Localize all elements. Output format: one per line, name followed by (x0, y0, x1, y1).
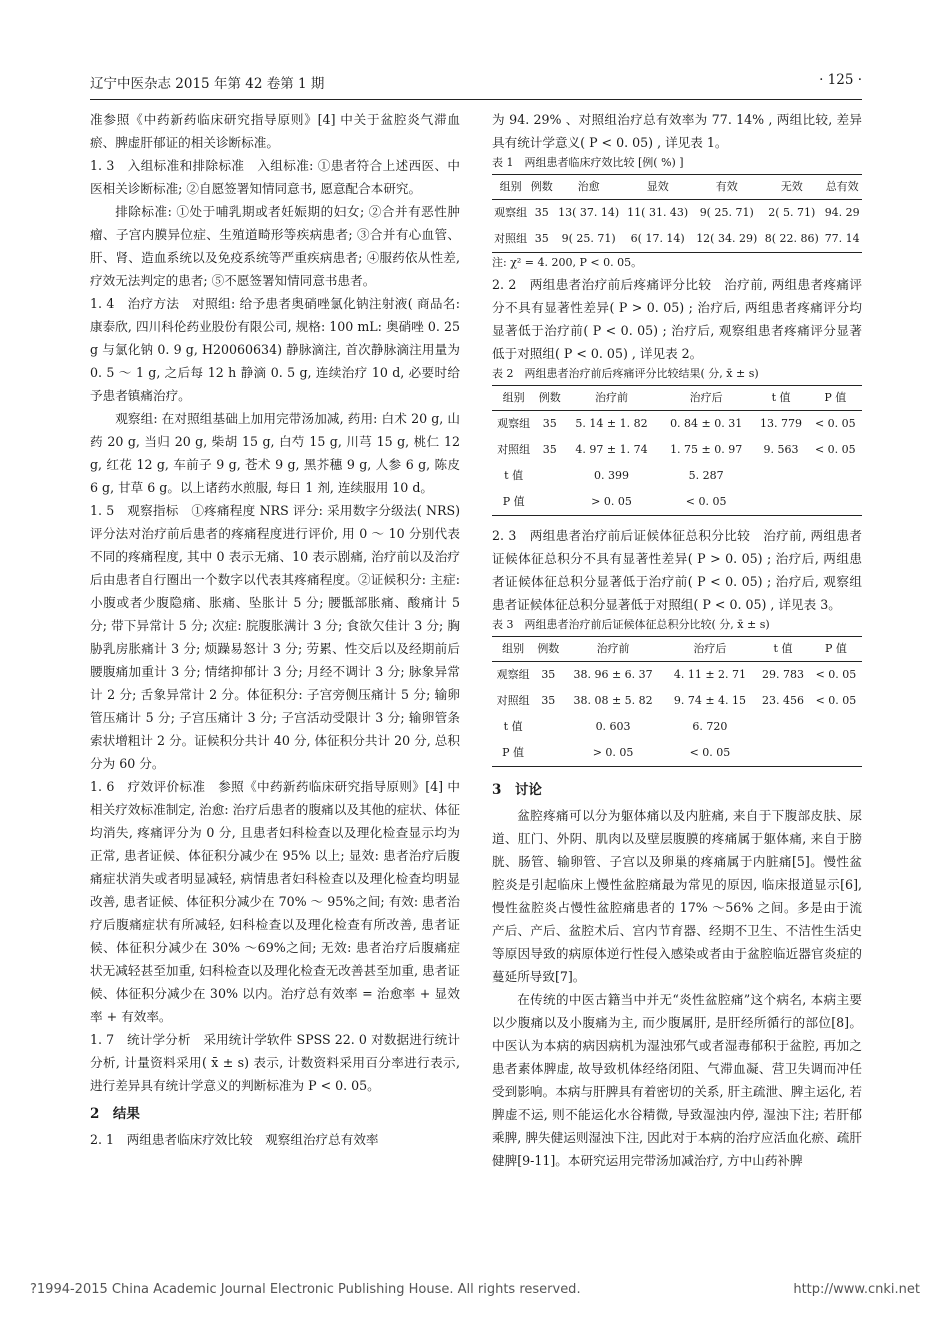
table-1-header: 总有效 (822, 175, 862, 200)
table-cell: 观察组 (497, 417, 531, 430)
table-row (492, 463, 862, 489)
table-3-header: 组别 (492, 637, 534, 662)
journal-issue: 辽宁中医杂志 2015 年第 42 卷第 1 期 (90, 76, 325, 92)
table-cell: 12( 34. 29) (692, 226, 761, 253)
table-row (492, 411, 862, 438)
copyright-notice: ?1994-2015 China Academic Journal Electronic Publishing House. All rights reserved. (30, 1282, 581, 1297)
table-cell: 9. 563 (763, 443, 799, 456)
section-1-4-treatment: 1. 4 治疗方法 对照组: 给予患者奥硝唑氯化钠注射液( 商品名: 康泰欣, 四川科伦药业股份有限公司, 规格: 100 mL: 奥硝唑 0. 25 g 与氯化钠 0. 9 g, H20060634) 静脉滴注, 首次静脉滴注用量为 0. 5 ～ 1 g, 之后每 12 h 静滴 0. 5 g, 连续治疗 10 d, 必要时给予患者镇痛治疗。 (90, 296, 460, 403)
section-1-7-statistics: 1. 7 统计学分析 采用统计学软件 SPSS 22. 0 对数据进行统计分析, 计量资料采用( x̄ ± s) 表示, 计数资料采用百分率进行表示, 进行差异具有统计学意义的判断标准为 P < 0. 05。 (90, 1032, 460, 1093)
table-row (492, 489, 862, 516)
table-cell: 9( 25. 71) (554, 226, 623, 253)
table-cell (810, 740, 862, 767)
table-cell: 35 (541, 694, 556, 707)
table-cell: 观察组 (496, 668, 530, 681)
table-cell (754, 463, 809, 489)
table-row (492, 688, 862, 714)
table-3-header: 例数 (534, 637, 562, 662)
table-cell: 77. 14 (822, 226, 862, 253)
table-2-header: t 值 (754, 386, 809, 411)
table-cell: t 值 (503, 720, 523, 733)
discussion-paragraph-2: 在传统的中医古籍当中并无“炎性盆腔痛”这个病名, 本病主要以少腹痛以及小腹痛为主, 而少腹属肝, 是肝经所循行的部位[8]。中医认为本病的病因病机为湿浊邪气或者湿毒郁积于盆腔, 再加之患者素体脾虚, 故导致机体经络闭阻、气滞血凝、营卫失调而冲任受到影响。本病与肝脾具有着密切的关系, 肝主疏泄、脾主运化, 若脾虚不运, 则不能运化水谷精微, 导致湿浊内停, 湿浊下注; 若肝郁乘脾, 脾失健运则湿浊下注, 因此对于本病的治疗应活血化瘀、疏肝健脾[9-11]。本研究运用完带汤加减治疗, 方中山药补脾 (492, 992, 862, 1168)
table-cell: 5. 287 (688, 469, 724, 482)
table-cell: < 0. 05 (659, 489, 754, 516)
table-cell: 观察组 (494, 206, 528, 219)
table-cell: 对照组 (496, 694, 530, 707)
table-cell: 35 (542, 417, 557, 430)
table-cell: 35 (541, 668, 556, 681)
table-cell: 4. 11 ± 2. 71 (673, 668, 747, 681)
table-2-header: 治疗前 (564, 386, 659, 411)
table-cell: 38. 08 ± 5. 82 (573, 694, 653, 707)
table-row (492, 200, 862, 227)
table-cell: 29. 783 (762, 668, 804, 681)
table-cell: 11( 31. 43) (627, 206, 689, 219)
table-cell: 94. 29 (824, 206, 860, 219)
section-3-heading: 3 讨论 (492, 782, 542, 798)
section-1-6-efficacy-criteria: 1. 6 疗效评价标准 参照《中药新药临床研究指导原则》[4] 中相关疗效标准制定, 治愈: 治疗后患者的腹痛以及其他的症状、体征均消失, 疼痛评分为 0 分, 且患者妇科检查以及理化检查显示均为正常, 患者证候、体征积分减少在 95% 以上; 显效: 患者治疗后腹痛症状消失或者明显减轻, 病情患者妇科检查以及理化检查均明显改善, 患者证候、体征积分减少在 70% ～ 95%之间; 有效: 患者治疗后腹痛症状有所减轻, 妇科检查以及理化检查有所改善, 患者证候、体征积分减少在 30% ～69%之间; 无效: 患者治疗后腹痛症状无减轻甚至加重, 妇科检查以及理化检查无改善甚至加重, 患者证候、体征积分减少在 30% 以内。治疗总有效率 = 治愈率 + 显效率 + 有效率。 (90, 779, 460, 1024)
table-cell: 35 (542, 443, 557, 456)
table-cell: 0. 399 (593, 469, 629, 482)
table-cell: 0. 84 ± 0. 31 (670, 417, 743, 430)
table-cell: 23. 456 (762, 694, 804, 707)
table-cell: 9. 74 ± 4. 15 (673, 694, 747, 707)
table-cell (809, 463, 862, 489)
table-cell: < 0. 05 (664, 740, 756, 767)
observation-group-treatment: 观察组: 在对照组基础上加用完带汤加减, 药用: 白术 20 g, 山药 20 g, 当归 20 g, 柴胡 15 g, 白芍 15 g, 川芎 15 g, 桃仁 12 g, 红花 12 g, 车前子 9 g, 苍术 9 g, 黑芥穗 9 g, 人参 6 g, 陈皮 6 g, 甘草 6 g。以上诸药水煎服, 每日 1 剂, 连续服用 10 d。 (90, 411, 460, 495)
table-cell: 38. 96 ± 6. 37 (573, 668, 653, 681)
section-1-5-indicators: 1. 5 观察指标 ①疼痛程度 NRS 评分: 采用数字分级法( NRS) 评分法对治疗前后患者的疼痛程度进行评价, 用 0 ～ 10 分别代表不同的疼痛程度, 其中 0 表示无痛、10 表示剧痛, 治疗前以及治疗后由患者自行圈出一个数字以代表其疼痛程度。②证候积分: 主症: 小腹或者少腹隐痛、胀痛、坠胀计 5 分; 腰骶部胀痛、酸痛计 5 分; 带下异常计 5 分; 次症: 脘腹胀满计 3 分; 食欲欠佳计 3 分; 胸胁乳房胀痛计 3 分; 烦躁易怒计 3 分; 劳累、性交后以及经期前后腰腹痛加重计 3 分; 情绪抑郁计 3 分; 月经不调计 3 分; 脉象异常计 2 分; 舌象异常计 2 分。体征积分: 子宫旁侧压痛计 5 分; 输卵管压痛计 5 分; 子宫压痛计 3 分; 子宫活动受限计 3 分; 输卵管条索状增粗计 2 分。证候积分共计 40 分, 体征积分共计 20 分, 总积分为 60 分。 (90, 503, 460, 771)
table-cell: 1. 75 ± 0. 97 (670, 443, 743, 456)
criteria-continued: 准参照《中药新药临床研究指导原则》[4] 中关于盆腔炎气滞血瘀、脾虚肝郁证的相关诊断标准。 (90, 112, 460, 150)
table-cell (534, 740, 562, 767)
section-2-3: 2. 3 两组患者治疗前后证候体征总积分比较 治疗前, 两组患者证候体征总积分不具有显著性差异( P > 0. 05) ; 治疗后, 两组患者证候体征总积分显著低于治疗前( P < 0. 05) ; 治疗后, 观察组患者证候体征总积分显著低于对照组( P < 0. 05) , 详见表 3。 (492, 528, 862, 612)
table-1-caption: 表 1 两组患者临床疗效比较 [例( %) ] (492, 156, 684, 169)
table-cell: P 值 (492, 740, 534, 767)
table-cell: > 0. 05 (562, 740, 663, 767)
left-column (90, 108, 460, 1151)
table-cell: < 0. 05 (814, 443, 856, 456)
section-1-3-inclusion: 1. 3 入组标准和排除标准 入组标准: ①患者符合上述西医、中医相关诊断标准; ②自愿签署知情同意书, 愿意配合本研究。 (90, 158, 460, 196)
table-2 (492, 385, 862, 516)
table-row (492, 714, 862, 740)
table-cell: 对照组 (492, 226, 529, 253)
table-1-header: 显效 (623, 175, 692, 200)
table-cell: < 0. 05 (815, 668, 857, 681)
table-cell (756, 740, 810, 767)
running-header (90, 72, 862, 94)
exclusion-criteria: 排除标准: ①处于哺乳期或者妊娠期的妇女; ②合并有恶性肿瘤、子宫内膜异位症、生殖道畸形等疾病患者; ③合并有心血管、肝、肾、造血系统以及免疫系统等严重疾病患者; ④服药依从性差, 疗效无法判定的患者; ⑤不愿签署知情同意书患者。 (90, 204, 460, 288)
table-1-header: 例数 (529, 175, 554, 200)
table-row (492, 437, 862, 463)
table-2-header: 治疗后 (659, 386, 754, 411)
publisher-url: http://www.cnki.net (793, 1282, 920, 1297)
table-cell: 4. 97 ± 1. 74 (575, 443, 648, 456)
table-1-note: 注: χ² = 4. 200, P < 0. 05。 (492, 256, 643, 269)
section-2-1-continued: 为 94. 29% 、对照组治疗总有效率为 77. 14% , 两组比较, 差异具有统计学意义( P < 0. 05) , 详见表 1。 (492, 112, 862, 150)
table-cell (754, 489, 809, 516)
table-cell: 2( 5. 71) (768, 206, 816, 219)
section-2-1-start: 2. 1 两组患者临床疗效比较 观察组治疗总有效率 (90, 1132, 379, 1147)
table-cell (535, 489, 564, 516)
table-cell: 35 (529, 226, 554, 253)
table-cell: 5. 14 ± 1. 82 (575, 417, 648, 430)
table-cell: < 0. 05 (814, 417, 856, 430)
table-1-header: 无效 (761, 175, 822, 200)
table-1-header: 治愈 (554, 175, 623, 200)
table-3-header: t 值 (756, 637, 810, 662)
table-3-header: P 值 (810, 637, 862, 662)
table-cell: P 值 (492, 489, 535, 516)
table-cell: 9( 25. 71) (699, 206, 754, 219)
table-3 (492, 636, 862, 767)
table-row (492, 226, 862, 253)
discussion-paragraph-1: 盆腔疼痛可以分为躯体痛以及内脏痛, 来自于下腹部皮肤、尿道、肛门、外阴、肌肉以及壁层腹膜的疼痛属于躯体痛, 来自于膀胱、肠管、输卵管、子宫以及卵巢的疼痛属于内脏痛[5]。慢性盆腔炎是引起临床上慢性盆腔痛最为常见的原因, 临床报道显示[6], 慢性盆腔炎占慢性盆腔痛患者的 17% ～56% 之间。多是由于流产后、产后、盆腔术后、宫内节育器、经期不卫生、不洁性生活史等原因导致的病原体逆行性侵入感染或者由于盆腔临近器官炎症的蔓延所导致[7]。 (492, 808, 862, 984)
table-3-header: 治疗后 (664, 637, 756, 662)
table-cell (810, 714, 862, 740)
section-2-heading: 2 结果 (90, 1106, 140, 1122)
table-cell (534, 714, 562, 740)
table-2-header: P 值 (809, 386, 862, 411)
table-cell (756, 714, 810, 740)
table-cell: 35 (534, 206, 549, 219)
table-cell (535, 463, 564, 489)
table-row (492, 740, 862, 767)
table-cell (809, 489, 862, 516)
table-cell: 0. 603 (595, 720, 631, 733)
table-cell: 13. 779 (760, 417, 803, 430)
table-1-header: 组别 (492, 175, 529, 200)
page-number: · 125 · (819, 72, 862, 88)
table-cell: 对照组 (497, 443, 531, 456)
table-1-header: 有效 (692, 175, 761, 200)
right-column (492, 108, 862, 1172)
section-2-2: 2. 2 两组患者治疗前后疼痛评分比较 治疗前, 两组患者疼痛评分不具有显著性差异( P > 0. 05) ; 治疗后, 两组患者疼痛评分均显著低于治疗前( P < 0. 05) ; 治疗后, 观察组患者疼痛评分显著低于对照组( P < 0. 05) , 详见表 2。 (492, 277, 862, 361)
table-row (492, 662, 862, 689)
table-3-header: 治疗前 (562, 637, 663, 662)
table-cell: < 0. 05 (815, 694, 857, 707)
header-rule (90, 99, 862, 100)
table-3-caption: 表 3 两组患者治疗前后证候体征总积分比较( 分, x̄ ± s) (492, 618, 770, 631)
table-cell: 13( 37. 14) (558, 206, 620, 219)
table-cell: 6( 17. 14) (623, 226, 692, 253)
table-cell: > 0. 05 (564, 489, 659, 516)
table-cell: 8( 22. 86) (761, 226, 822, 253)
table-2-header: 例数 (535, 386, 564, 411)
table-cell: t 值 (504, 469, 524, 482)
table-2-caption: 表 2 两组患者治疗前后疼痛评分比较结果( 分, x̄ ± s) (492, 367, 759, 380)
table-cell: 6. 720 (692, 720, 728, 733)
table-1 (492, 174, 862, 253)
table-2-header: 组别 (492, 386, 535, 411)
